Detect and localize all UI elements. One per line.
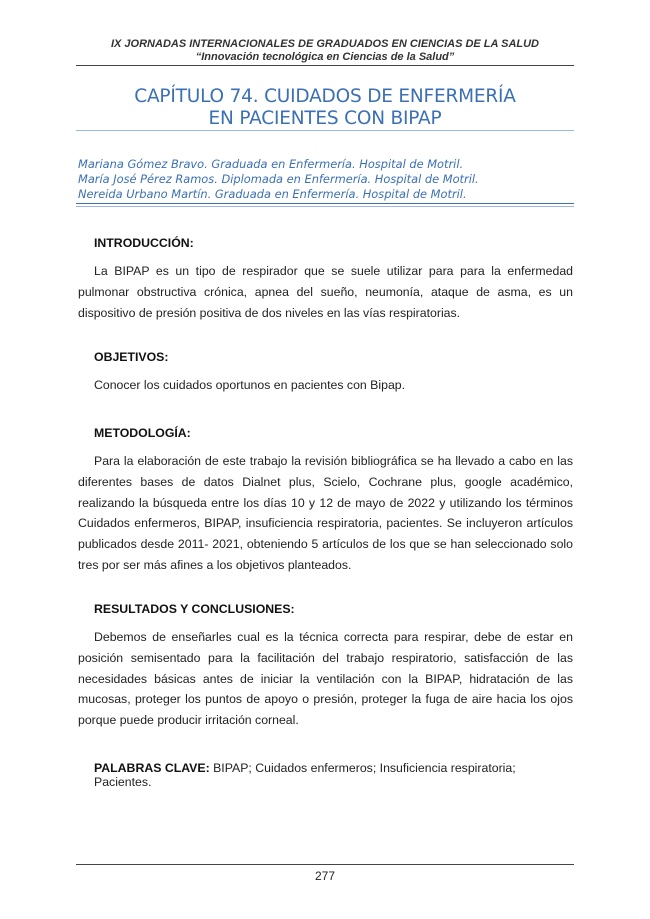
section-heading: OBJETIVOS: xyxy=(94,350,169,364)
section-methodology xyxy=(78,426,573,576)
author-line: María José Pérez Ramos. Diplomada en Enfermería. Hospital de Motril. xyxy=(78,172,479,186)
section-results-conclusions xyxy=(78,602,573,731)
section-body: Conocer los cuidados oportunos en pacientes con Bipap. xyxy=(94,378,406,392)
authors-divider xyxy=(76,203,574,204)
chapter-title-line-1: CAPÍTULO 74. CUIDADOS DE ENFERMERÍA xyxy=(134,86,516,107)
section-body: La BIPAP es un tipo de respirador que se suele utilizar para para la enfermedad pulmonar obstructiva crónica, apnea del sueño, neumonía, ataque de asma, es un dispositivo de presión positiva de dos niveles en las vías respiratorias. xyxy=(78,264,573,320)
header-divider xyxy=(76,65,574,66)
section-heading: METODOLOGÍA: xyxy=(94,426,191,440)
section-body: Para la elaboración de este trabajo la revisión bibliográfica se ha llevado a cabo en las diferentes bases de datos Dialnet plus, Scielo, Cochrane plus, google académico, realizando la búsqueda entre los días 10 y 12 de mayo de 2022 y utilizando los términos Cuidados enfermeros, BIPAP, insuficiencia respiratoria, pacientes. Se incluyeron artículos publicados desde 2011- 2021, obteniendo 5 artículos de los que se han seleccionado solo tres por ser más afines a los objetivos planteados. xyxy=(78,454,573,572)
section-heading: INTRODUCCIÓN: xyxy=(94,236,194,250)
page-number: 277 xyxy=(314,869,336,883)
keywords-label: PALABRAS CLAVE: xyxy=(94,761,210,775)
section-objectives xyxy=(78,350,573,396)
footer-divider xyxy=(76,864,574,865)
keywords-line xyxy=(94,761,574,789)
chapter-title xyxy=(76,86,574,130)
header-conference-name: IX JORNADAS INTERNACIONALES DE GRADUADOS EN CIENCIAS DE LA SALUD xyxy=(110,38,539,50)
section-introduction xyxy=(78,236,573,323)
author-line: Mariana Gómez Bravo. Graduada en Enfermería. Hospital de Motril. xyxy=(78,157,464,171)
authors-divider-secondary xyxy=(76,206,574,207)
title-divider xyxy=(76,130,574,131)
section-heading: RESULTADOS Y CONCLUSIONES: xyxy=(94,602,295,616)
running-header xyxy=(76,38,574,64)
header-conference-motto: “Innovación tecnológica en Ciencias de la Salud” xyxy=(195,51,455,63)
author-line: Nereida Urbano Martín. Graduada en Enfermería. Hospital de Motril. xyxy=(78,187,467,201)
section-body: Debemos de enseñarles cual es la técnica correcta para respirar, debe de estar en posición semisentado para la facilitación del trabajo respiratorio, satisfacción de las necesidades básicas antes de iniciar la ventilación con la BIPAP, hidratación de las mucosas, proteger los puntos de apoyo o presión, proteger la fuga de aire hacia los ojos porque puede producir irritación corneal. xyxy=(78,630,573,728)
keywords-text: BIPAP; Cuidados enfermeros; Insuficiencia respiratoria; Pacientes. xyxy=(94,761,516,789)
chapter-title-line-2: EN PACIENTES CON BIPAP xyxy=(208,108,442,129)
author-list xyxy=(78,157,578,202)
